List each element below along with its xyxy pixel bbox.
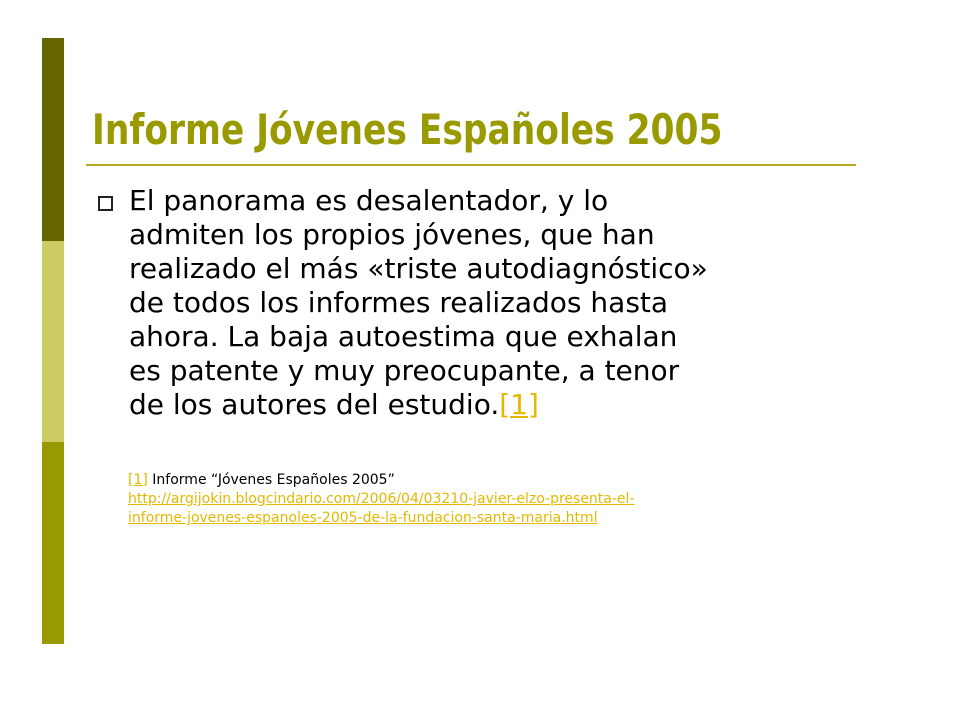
square-bullet-icon <box>98 196 113 211</box>
paragraph-line-6: es patente y muy preocupante, a tenor <box>129 354 680 387</box>
paragraph-line-2: admiten los propios jóvenes, que han <box>129 218 655 251</box>
title-underline <box>86 164 856 166</box>
paragraph-line-4: de todos los informes realizados hasta <box>129 286 669 319</box>
decorative-bar-light <box>42 241 64 442</box>
decorative-bar-mid <box>42 442 64 644</box>
footnote-url-link-line-2[interactable]: informe-jovenes-espanoles-2005-de-la-fundacion-santa-maria.html <box>128 510 598 526</box>
decorative-bar-dark <box>42 38 64 241</box>
paragraph-line-7-text: de los autores del estudio. <box>129 388 500 421</box>
paragraph-line-3: realizado el más «triste autodiagnóstico» <box>129 252 708 285</box>
paragraph-line-1: El panorama es desalentador, y lo <box>129 184 609 217</box>
slide-title: Informe Jóvenes Españoles 2005 <box>92 105 723 154</box>
bullet-paragraph <box>129 184 859 422</box>
footnote-marker-link[interactable]: [1] <box>128 472 148 488</box>
paragraph-line-7 <box>129 388 859 422</box>
footnote <box>128 471 868 528</box>
paragraph-line-5: ahora. La baja autoestima que exhalan <box>129 320 678 353</box>
footnote-text: Informe “Jóvenes Españoles 2005” <box>147 472 395 488</box>
footnote-reference-link[interactable]: [1] <box>499 388 539 421</box>
footnote-url-link-line-1[interactable]: http://argijokin.blogcindario.com/2006/04/03210-javier-elzo-presenta-el- <box>128 491 635 507</box>
footnote-line-1 <box>128 471 868 490</box>
